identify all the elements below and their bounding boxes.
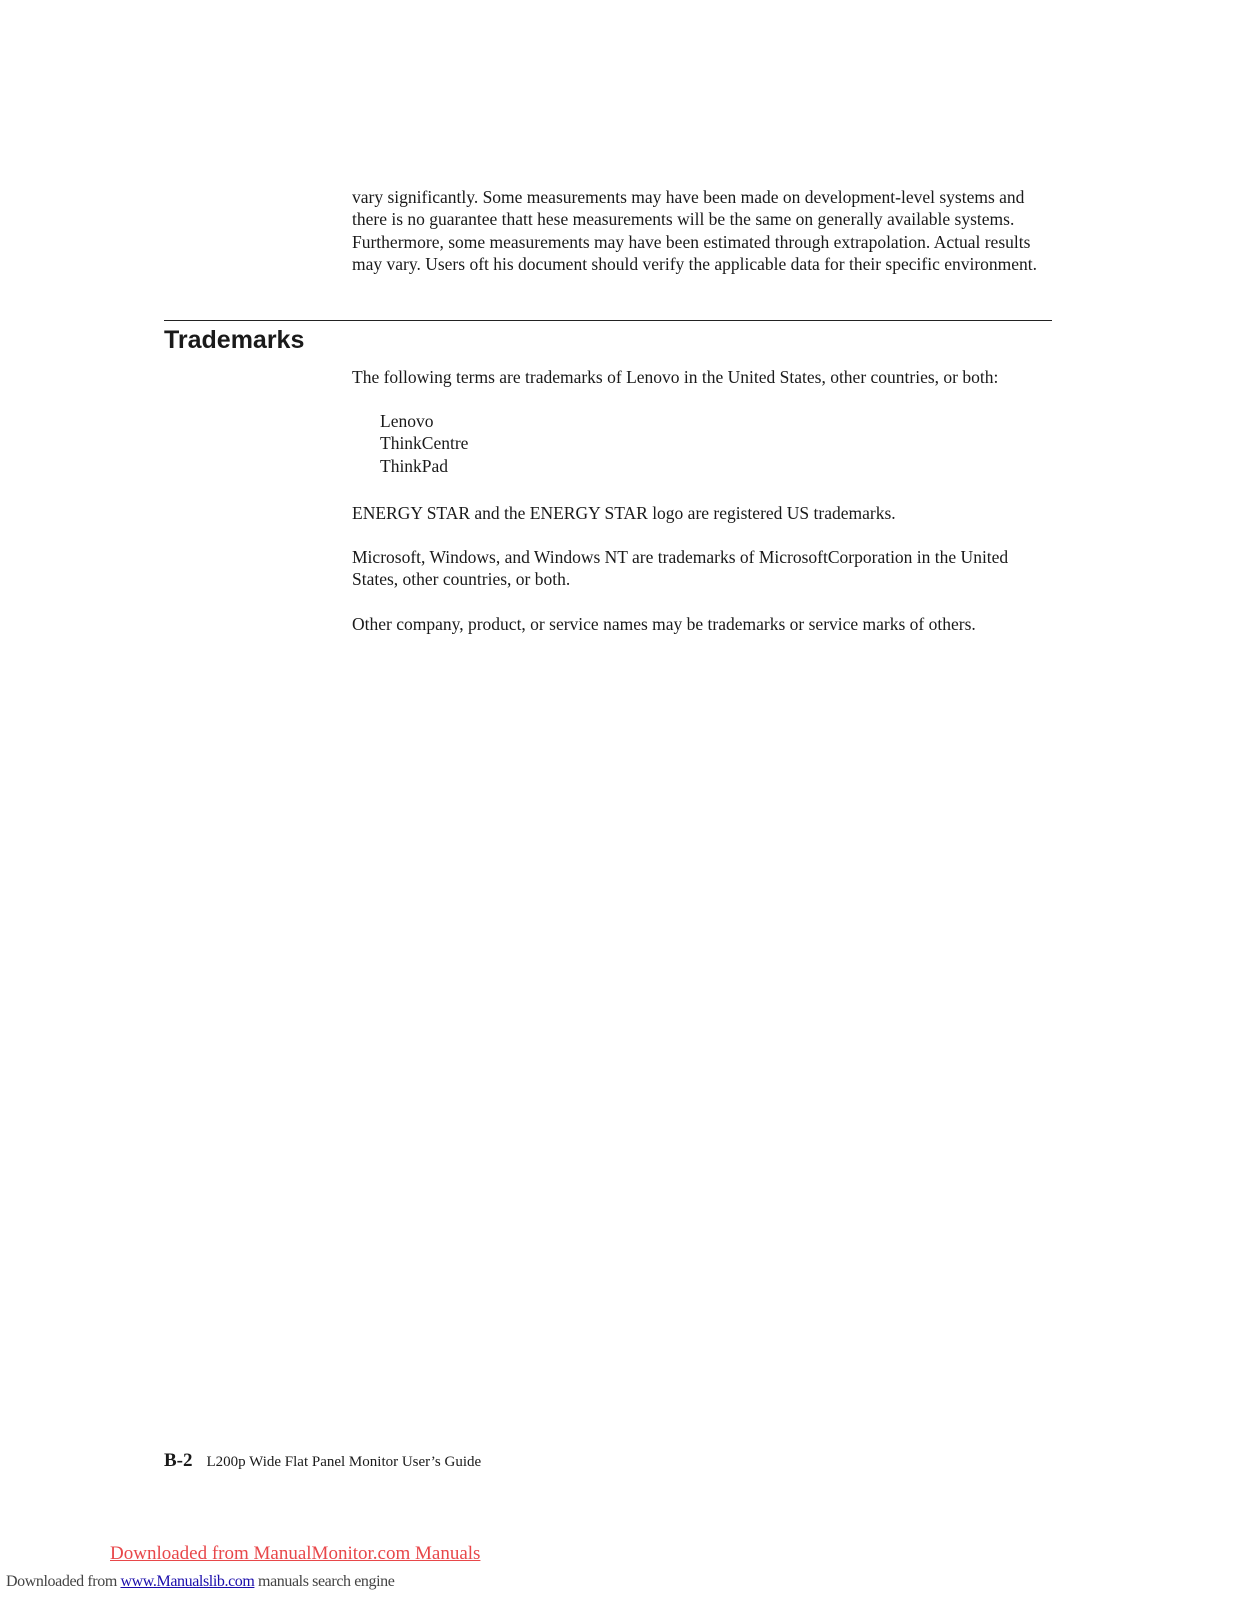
microsoft-paragraph: Microsoft, Windows, and Windows NT are trademarks of MicrosoftCorporation in the United States, other countries, or both.	[352, 547, 1009, 590]
guide-title: L200p Wide Flat Panel Monitor User’s Guide	[206, 1454, 482, 1470]
page-number: B-2	[164, 1450, 193, 1471]
trademark-list	[380, 410, 468, 477]
download-suffix: manuals search engine	[254, 1573, 395, 1590]
download-source-line	[6, 1573, 394, 1591]
intro-paragraph: vary significantly. Some measurements may have been made on development-level systems and there is no guarantee thatt hese measurements will be the same on generally available systems. Furthermore, some measurements may have been estimated through extrapolation. Actual results may vary. Users oft his document should verify the applicable data for their specific environment.	[352, 187, 1038, 274]
manualslib-link[interactable]: www.Manualslib.com	[120, 1573, 255, 1590]
download-banner-link[interactable]: Downloaded from ManualMonitor.com Manuals	[110, 1543, 481, 1564]
trademark-item: ThinkCentre	[380, 433, 469, 454]
trademark-item: Lenovo	[380, 411, 434, 431]
trademarks-intro: The following terms are trademarks of Lenovo in the United States, other countries, or both:	[352, 367, 999, 387]
section-divider	[164, 320, 1052, 321]
download-prefix: Downloaded from	[6, 1573, 121, 1590]
page-footer	[164, 1450, 481, 1472]
energy-star-paragraph: ENERGY STAR and the ENERGY STAR logo are registered US trademarks.	[352, 503, 896, 523]
other-marks-paragraph: Other company, product, or service names may be trademarks or service marks of others.	[352, 614, 976, 634]
section-heading: Trademarks	[164, 326, 305, 354]
trademark-item: ThinkPad	[380, 455, 449, 476]
